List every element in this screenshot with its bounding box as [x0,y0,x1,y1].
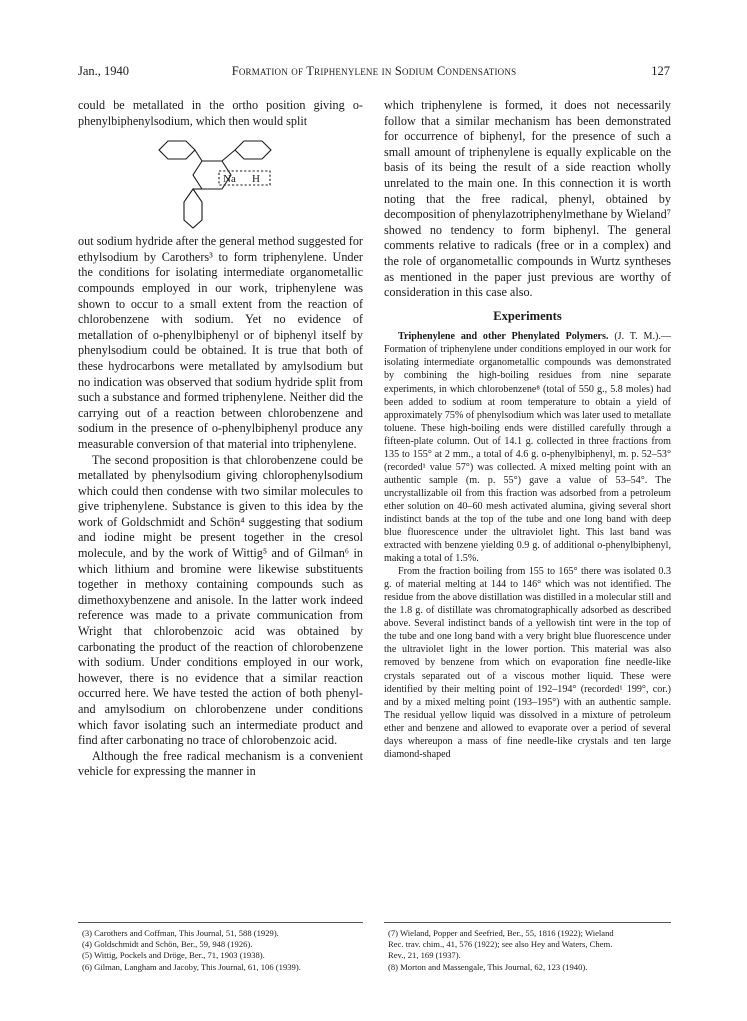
benzene-ring-bottom [184,189,202,228]
bond-left-ring [195,150,202,161]
right-column [384,98,671,761]
running-header [78,64,670,82]
sodium-label: Na [223,173,236,185]
footnote-4: (4) Goldschmidt and Schön, Ber., 59, 948 (1926). [82,939,253,950]
benzene-ring-left [159,141,195,159]
left-paragraph-3: The second proposition is that chlorobenzene could be metallated by phenylsodium giving chlorophenylsodium which could then condense with two similar molecules to give triphenylene. Substance is given to this idea by the work of Goldschmidt and Schön⁴ suggesting that sodium and iodine might be present together in the cresol molecule, and by the work of Wittig⁵ and of Gilman⁶ in which lithium and bromine were likewise substituents together in methoxy containing compounds such as dimethoxybenzene and anisole. In the latter work indeed reference was made to a private communication from Wright that chlorobenzoic acid was obtained by carbonating the product of the reaction of chlorobenzene with sodium. Under conditions employed in our work, however, there is no evidence that a similar reaction occurred here. We have tested the action of both phenyl- and amylsodium on chlorobenzene under conditions which favor isolating such an intermediate product and find after carbonating no trace of chlorobenzoic acid. [78,452,363,748]
footnotes-left [82,928,367,973]
left-paragraph-1: could be metallated in the ortho position giving o-phenylbiphenylsodium, which then would split [78,98,363,128]
experiment-paragraph-1 [384,330,671,565]
section-heading-experiments: Experiments [493,308,562,323]
footnote-6: (6) Gilman, Langham and Jacoby, This Journal, 61, 106 (1939). [82,961,301,972]
page-number: 127 [651,64,670,78]
left-paragraph-4: Although the free radical mechanism is a convenient vehicle for expressing the manner in [78,748,363,779]
issue-date: Jan., 1940 [78,64,130,78]
footnote-8: (8) Morton and Massengale, This Journal, 62, 123 (1940). [388,961,588,972]
bond-right-ring [222,150,235,161]
experiment-lead-in: Triphenylene and other Phenylated Polymers. [398,331,609,343]
footnote-7-line-1: (7) Wieland, Popper and Seefried, Ber., 55, 1816 (1922); Wieland [388,928,614,938]
footnote-5: (5) Wittig, Pockels and Dröge, Ber., 71, 1903 (1938). [82,950,265,961]
experiment-paragraph-2: From the fraction boiling from 155 to 165° there was isolated 0.3 g. of material melting at 144 to 146° which was not identified. The residue from the above distillation was distilled in a molecular still and the 1.8 g. of distillate was chromatographically adsorbed as described above. Several indistinct bands of a yellowish tint were in the top of the tube and one long band with a very bright blue fluorescence under the ultraviolet light in the lower portion. This material was also removed by benzene from which on evaporation fine needle-like crystals separated out of a viscous mother liquid. These were identified by their melting point of 192–194° (recorded¹ 199°, cor.) and by a mixed melting point (193–195°) with an authentic sample. The residual yellow liquid was dissolved in a mixture of petroleum ether and benzene and allowed to evaporate over a period of several days whereupon a mass of fine needle-like crystals and ten large diamond-shaped [384,566,671,760]
chemical-structure-diagram [149,138,289,230]
footnote-rule-left [78,922,363,923]
footnote-7-line-3: Rev., 21, 169 (1937). [388,950,461,961]
running-title: Formation of Triphenylene in Sodium Condensations [231,64,517,78]
left-paragraph-2: out sodium hydride after the general method suggested for ethylsodium by Carothers³ to form triphenylene. Under the conditions for isolating intermediate organometallic compounds employed in our work, triphenylene was shown to occur to a small extent from the reaction of chlorobenzene with sodium. Yet no evidence of metallation of o-phenylbiphenyl or of biphenyl itself by phenylsodium could be obtained. It is true that both of these hydrocarbons were metallated by amylsodium but no indication was observed that sodium hydride split from such a substance and formed triphenylene. Neither did the carrying out of a reaction between chlorobenzene and sodium in the presence of o-phenylbiphenyl produce any measurable conversion of that material into triphenylene. [78,234,363,451]
footnote-3: (3) Carothers and Coffman, This Journal, 51, 588 (1929). [82,928,279,938]
footnotes-right [388,928,673,973]
right-paragraph-1: which triphenylene is formed, it does not necessarily follow that a similar mechanism has been demonstrated for occurrence of biphenyl, for the presence of such a small amount of triphenylene is equally explicable on the basis of its being the result of a side reaction wholly unrelated to the main one. In this connection it is worth noting that the free radical, phenyl, obtained by decomposition of phenylazotriphenylmethane by Wieland⁷ showed no tendency to form biphenyl. The general comments relative to radicals (free or in a complex) and the role of organometallic compounds in Wurtz syntheses as mentioned in the paper just previous are worthy of consideration in this case also. [384,98,671,300]
benzene-ring-right [235,141,271,159]
experiment-text-1: (J. T. M.).—Formation of triphenylene under conditions employed in our work for isolating intermediate organometallic compounds was demonstrated by combining the high-boiling residues from nine separate experiments, in which chlorobenzene⁸ (total of 550 g., 5.8 moles) had been added to sodium at room temperature to obtain a yield of approximately 75% of phenylsodium which was later used to metallate toluene. These high-boiling ends were distilled carefully through a fifteen-plate column. Out of 14.1 g. collected in three fractions from 135 to 155° at 2 mm., a total of 4.6 g. o-phenylbiphenyl, m. p. 52–53° (recorded¹ value 57°) was collected. A mixed melting point with an authentic sample (m. p. 55°) gave a value of 53–54°. The uncrystallizable oil from this fraction was adsorbed from a petroleum ether solution on 40–60 mesh activated alumina, giving several short indistinct bands at the top of the tube and one long band with deep blue fluorescence under the ultraviolet light. This last band was extracted with benzene yielding 0.9 g. of additional o-phenylbiphenyl, making a total of 1.5%. [384,331,671,565]
hydrogen-label: H [252,173,260,185]
footnote-7-line-2: Rec. trav. chim., 41, 576 (1922); see also Hey and Waters, Chem. [388,939,613,950]
footnote-rule-right [384,922,671,923]
